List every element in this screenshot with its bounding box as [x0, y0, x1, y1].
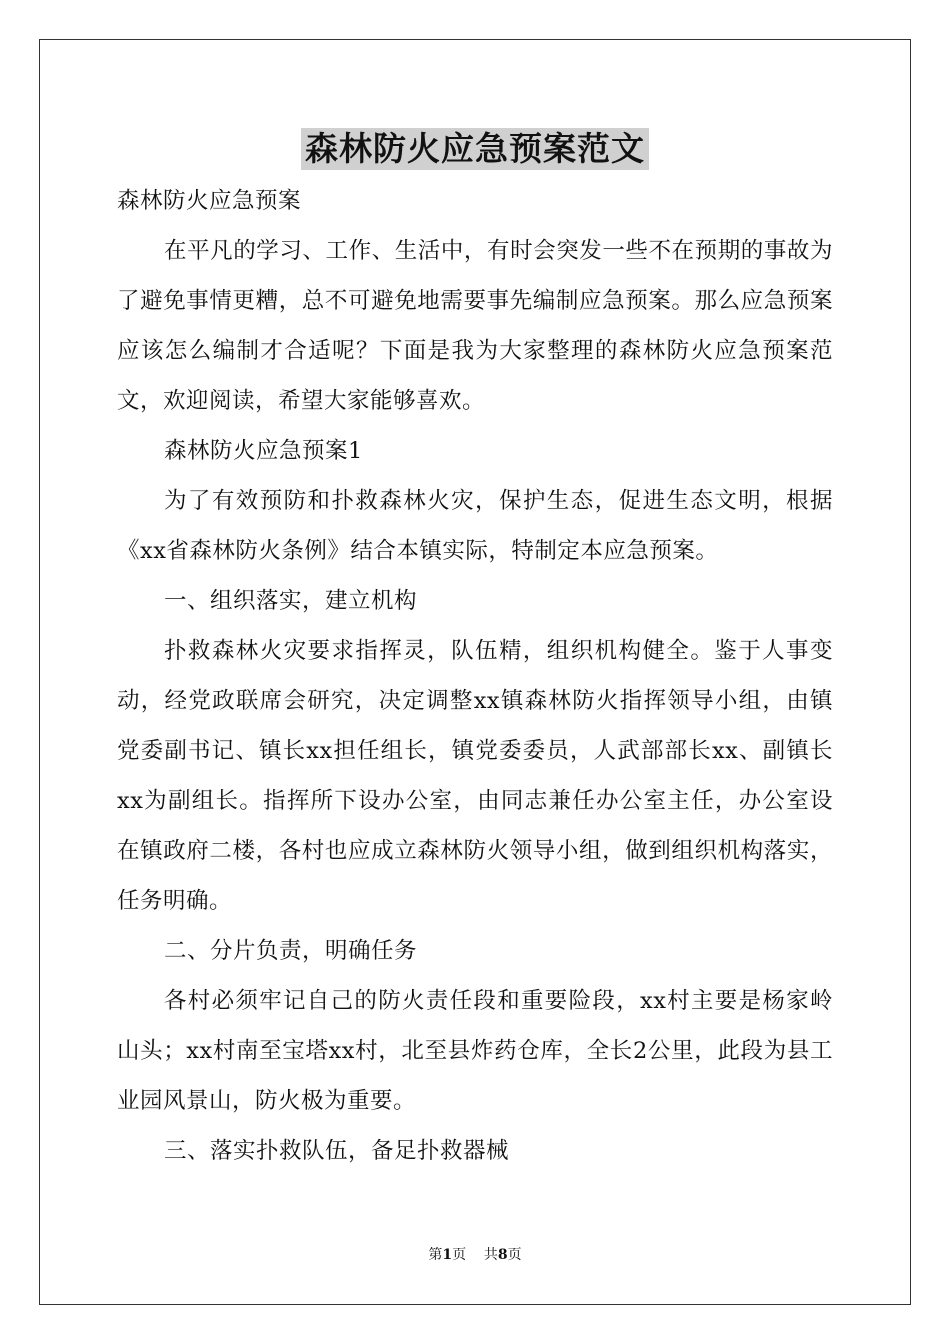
page-footer	[0, 1245, 950, 1265]
paragraph-responsibility: 各村必须牢记自己的防火责任段和重要险段，xx村主要是杨家岭山头；xx村南至宝塔xx村，北至县炸药仓库，全长2公里，此段为县工业园风景山，防火极为重要。	[117, 988, 833, 1114]
paragraph-heading-3: 三、落实扑救队伍，备足扑救器械	[164, 1138, 510, 1164]
paragraph-heading-2: 二、分片负责，明确任务	[164, 938, 418, 964]
page-prefix: 第	[428, 1247, 443, 1263]
page-number: 1	[442, 1247, 453, 1263]
paragraph-intro: 在平凡的学习、工作、生活中，有时会突发一些不在预期的事故为了避免事情更糟，总不可避免地需要事先编制应急预案。那么应急预案应该怎么编制才合适呢？下面是我为大家整理的森林防火应急预案范文，欢迎阅读，希望大家能够喜欢。	[117, 238, 833, 414]
page-suffix: 页	[452, 1247, 467, 1263]
paragraph-purpose: 为了有效预防和扑救森林火灾，保护生态，促进生态文明，根据《xx省森林防火条例》结合本镇实际，特制定本应急预案。	[117, 488, 833, 564]
paragraph-subtitle: 森林防火应急预案	[117, 188, 302, 214]
title-wrap	[0, 128, 950, 170]
document-title: 森林防火应急预案范文	[301, 128, 649, 170]
paragraph-organization: 扑救森林火灾要求指挥灵，队伍精，组织机构健全。鉴于人事变动，经党政联席会研究，决定调整xx镇森林防火指挥领导小组，由镇党委副书记、镇长xx担任组长，镇党委委员，人武部部长xx、副镇长xx为副组长。指挥所下设办公室，由同志兼任办公室主任，办公室设在镇政府二楼，各村也应成立森林防火领导小组，做到组织机构落实，任务明确。	[117, 638, 833, 914]
total-prefix: 共	[483, 1247, 498, 1263]
total-pages: 8	[497, 1247, 508, 1263]
paragraph-heading-1: 一、组织落实，建立机构	[164, 588, 418, 614]
total-suffix: 页	[507, 1247, 522, 1263]
document-body	[117, 176, 833, 1176]
paragraph-section-heading: 森林防火应急预案1	[164, 438, 363, 464]
